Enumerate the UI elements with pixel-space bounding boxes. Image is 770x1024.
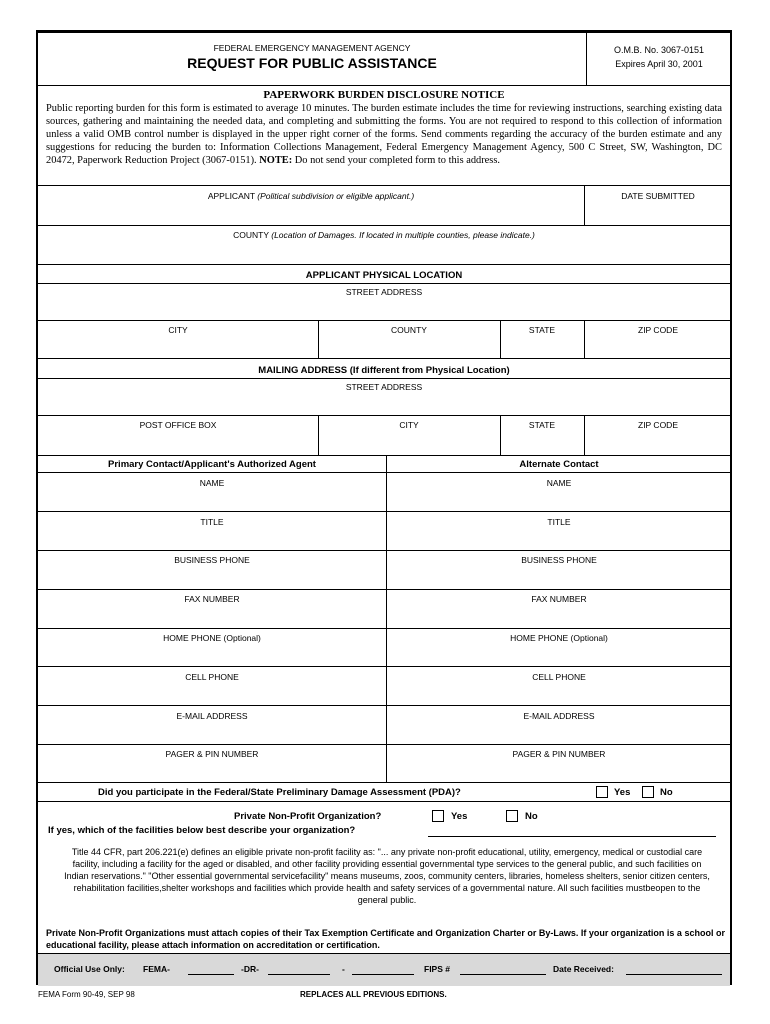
dr-suffix-input[interactable] [352, 974, 414, 975]
primary-cell-phone-field[interactable]: CELL PHONE [185, 672, 239, 682]
physical-location-title: APPLICANT PHYSICAL LOCATION [305, 270, 463, 281]
physical-state-field[interactable]: STATE [528, 325, 556, 335]
notice-note-text: Do not send your completed form to this address. [292, 155, 500, 166]
divider [38, 705, 730, 706]
county-label: COUNTY [233, 230, 269, 240]
applicant-hint: (Political subdivision or eligible applicant.) [257, 191, 415, 201]
primary-business-phone-field[interactable]: BUSINESS PHONE [174, 555, 250, 565]
pnp-question: Private Non-Profit Organization? [234, 811, 382, 822]
contacts-divider [386, 455, 387, 782]
county-hint: (Location of Damages. If located in multiple counties, please indicate.) [271, 230, 535, 240]
pda-no-checkbox[interactable] [642, 786, 654, 798]
pda-yes-label: Yes [614, 787, 631, 798]
notice-title: PAPERWORK BURDEN DISCLOSURE NOTICE [263, 89, 505, 101]
pnp-no-label: No [525, 811, 538, 822]
divider [38, 628, 730, 629]
divider [38, 283, 730, 284]
alternate-name-field[interactable]: NAME [546, 478, 572, 488]
notice-text: Public reporting burden for this form is estimated to average 10 minutes. The burden estimate includes the time for reviewing instructions, searching existing data sources, gathering and maintaining the needed data, and completing and submitting the forms. You are not required to respond to this collection of information unless a valid OMB control number is displayed in the upper right corner of the forms. Send comments regarding the accuracy of the burden estimate and any suggestions for reducing the burden to: Information Collections Management, Federal Emergency Management Agency, 500 C Street, SW, Washington, DC 20472, Paperwork Reduction Project (3067-0151). [46, 103, 722, 166]
divider [38, 358, 730, 359]
divider [38, 185, 730, 186]
form-identifier: FEMA Form 90-49, SEP 98 [38, 990, 135, 999]
pnp-followup: If yes, which of the facilities below best describe your organization? [48, 825, 356, 836]
pnp-no-checkbox[interactable] [506, 810, 518, 822]
divider [38, 415, 730, 416]
fema-number-input[interactable] [188, 974, 234, 975]
divider [38, 589, 730, 590]
dr-label: -DR- [241, 964, 259, 974]
divider [38, 782, 730, 783]
primary-name-field[interactable]: NAME [199, 478, 225, 488]
date-received-input[interactable] [626, 974, 722, 975]
pnp-facility-input[interactable] [428, 836, 716, 837]
divider [38, 472, 730, 473]
mailing-po-box-field[interactable]: POST OFFICE BOX [139, 420, 217, 430]
notice-note-label: NOTE: [259, 155, 293, 166]
mailing-city-field[interactable]: CITY [399, 420, 419, 430]
pda-no-label: No [660, 787, 673, 798]
alternate-business-phone-field[interactable]: BUSINESS PHONE [521, 555, 597, 565]
pda-question: Did you participate in the Federal/State Preliminary Damage Assessment (PDA)? [98, 787, 461, 798]
primary-home-phone-field[interactable]: HOME PHONE (Optional) [163, 633, 261, 643]
divider [38, 801, 730, 802]
dr-number-input[interactable] [268, 974, 330, 975]
form-title: REQUEST FOR PUBLIC ASSISTANCE [187, 55, 437, 71]
primary-email-field[interactable]: E-MAIL ADDRESS [176, 711, 248, 721]
date-submitted-field[interactable]: DATE SUBMITTED [621, 191, 695, 201]
alternate-contact-title: Alternate Contact [519, 459, 599, 470]
alternate-pager-field[interactable]: PAGER & PIN NUMBER [512, 749, 606, 759]
agency-name: FEDERAL EMERGENCY MANAGEMENT AGENCY [213, 43, 411, 53]
pnp-yes-label: Yes [451, 811, 468, 822]
official-use-bar [38, 953, 730, 986]
dash-label: - [342, 964, 345, 974]
omb-expiration: Expires April 30, 2001 [615, 59, 703, 69]
divider [38, 455, 730, 456]
alternate-title-field[interactable]: TITLE [547, 517, 571, 527]
primary-title-field[interactable]: TITLE [200, 517, 224, 527]
omb-info [586, 43, 732, 71]
replaces-notice: REPLACES ALL PREVIOUS EDITIONS. [300, 990, 447, 999]
mailing-state-field[interactable]: STATE [528, 420, 556, 430]
divider [38, 85, 730, 86]
divider [38, 511, 730, 512]
primary-contact-title: Primary Contact/Applicant's Authorized Agent [108, 459, 316, 470]
county-field[interactable] [38, 230, 730, 240]
alternate-cell-phone-field[interactable]: CELL PHONE [532, 672, 586, 682]
pda-yes-checkbox[interactable] [596, 786, 608, 798]
official-use-label: Official Use Only: [54, 964, 125, 974]
physical-city-field[interactable]: CITY [168, 325, 188, 335]
pnp-yes-checkbox[interactable] [432, 810, 444, 822]
alternate-email-field[interactable]: E-MAIL ADDRESS [523, 711, 595, 721]
cfr-definition: Title 44 CFR, part 206.221(e) defines an eligible private non-profit facility as: "... any private non-profit educational, utility, emergency, medical or custodial care facility, including a facility for the aged or disabled, and other facility providing essential governmental type services to the general public, and such facilities on Indian reservations." "Other essential governmental servicefacility" means museums, zoos, community centers, libraries, homeless shelters, senior citizen centers, rehabilitation facilities,shelter workshops and facilities which provide health and safety services of a governmental nature. All such facilities mustbeopen to the general public. [64, 847, 710, 905]
physical-street-field[interactable]: STREET ADDRESS [345, 287, 423, 297]
physical-zip-field[interactable]: ZIP CODE [638, 325, 678, 335]
fema-label: FEMA- [143, 964, 170, 974]
divider [38, 378, 730, 379]
fips-label: FIPS # [424, 964, 450, 974]
notice-body [46, 102, 722, 167]
applicant-field[interactable] [38, 191, 584, 201]
date-received-label: Date Received: [553, 964, 614, 974]
physical-county-field[interactable]: COUNTY [391, 325, 427, 335]
pnp-attachment-note: Private Non-Profit Organizations must attach copies of their Tax Exemption Certificate and Organization Charter or By-Laws. If your organization is a school or educational facility, please attach information on accreditation or certification. [46, 928, 725, 950]
alternate-fax-field[interactable]: FAX NUMBER [531, 594, 587, 604]
primary-fax-field[interactable]: FAX NUMBER [184, 594, 240, 604]
divider [38, 264, 730, 265]
divider [38, 320, 730, 321]
mailing-street-field[interactable]: STREET ADDRESS [345, 382, 423, 392]
alternate-home-phone-field[interactable]: HOME PHONE (Optional) [510, 633, 608, 643]
divider [38, 550, 730, 551]
mailing-address-title: MAILING ADDRESS (If different from Physical Location) [258, 365, 510, 376]
omb-number: O.M.B. No. 3067-0151 [613, 45, 705, 55]
applicant-label: APPLICANT [207, 191, 255, 201]
primary-pager-field[interactable]: PAGER & PIN NUMBER [165, 749, 259, 759]
divider [38, 744, 730, 745]
mailing-zip-field[interactable]: ZIP CODE [638, 420, 678, 430]
divider [38, 225, 730, 226]
fema-form [36, 30, 732, 985]
divider [38, 666, 730, 667]
fips-input[interactable] [460, 974, 546, 975]
